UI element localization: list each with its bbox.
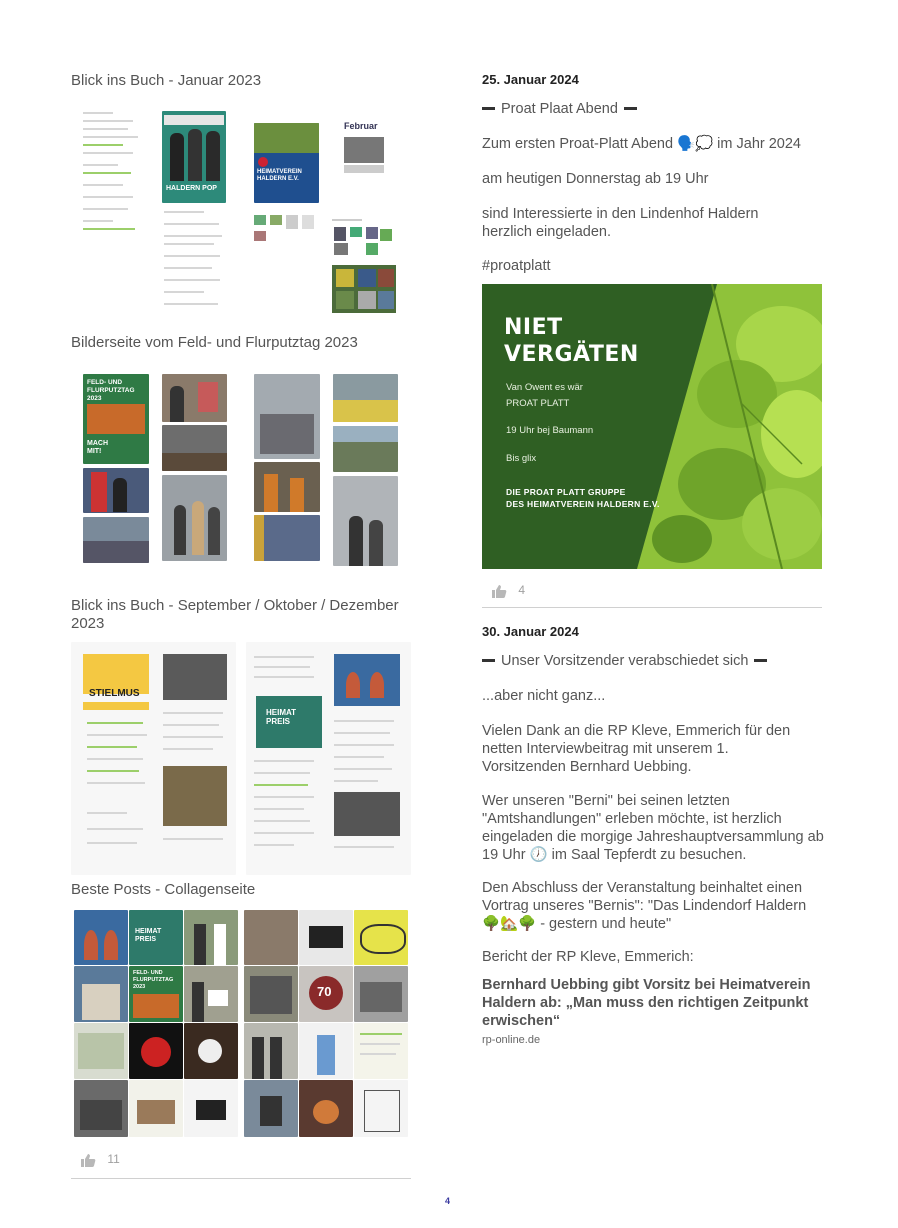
collage-tile xyxy=(244,1023,298,1079)
februar-label: Februar xyxy=(344,121,378,131)
section-caption-januar: Blick ins Buch - Januar 2023 xyxy=(71,72,262,89)
left-divider xyxy=(71,1178,411,1179)
dash-icon xyxy=(754,659,767,662)
event-photo xyxy=(254,462,320,512)
promo-group xyxy=(506,486,660,510)
book-page-text xyxy=(162,205,226,320)
dash-icon xyxy=(482,107,495,110)
book-page-text xyxy=(81,108,141,243)
event-photo xyxy=(162,425,227,471)
thumbs-up-icon[interactable] xyxy=(491,584,507,598)
collage-seventy: 70 xyxy=(317,984,332,999)
collage-tile xyxy=(244,1080,298,1137)
event-photo xyxy=(162,374,227,422)
post-like-count: 4 xyxy=(518,583,526,597)
hashtag-link[interactable]: #proatplatt xyxy=(482,258,551,274)
event-photo xyxy=(254,374,320,459)
collage-heimatpreis: HEIMAT PREIS xyxy=(135,928,162,943)
ornament-icon xyxy=(141,1037,171,1067)
collage-flur-title: FELD- UND FLURPUTZTAG 2023 xyxy=(133,970,174,990)
heimatverein-cover xyxy=(254,123,319,203)
collage-tile xyxy=(129,910,183,965)
event-photo xyxy=(333,374,398,422)
post-text: Bericht der RP Kleve, Emmerich: xyxy=(482,949,694,965)
book-pages-januar xyxy=(71,103,411,325)
haldern-pop-cover xyxy=(162,111,226,203)
collage-tile xyxy=(354,1023,408,1079)
promo-text-4: Bis glix xyxy=(506,453,537,464)
event-photo xyxy=(333,476,398,566)
februar-page xyxy=(332,111,398,183)
post-divider xyxy=(482,607,822,608)
photo-grid xyxy=(254,207,319,247)
promo-title-line1: NIET xyxy=(504,315,563,340)
collage-tile xyxy=(354,966,408,1022)
post-heading xyxy=(482,100,637,118)
promo-title-line2: VERGÄTEN xyxy=(504,342,639,367)
collage-tile xyxy=(184,966,238,1022)
article-link-source[interactable]: rp-online.de xyxy=(482,1034,541,1046)
heimatverein-cover-title: HEIMATVEREIN HALDERN E.V. xyxy=(257,169,302,182)
promo-group-line1: DIE PROAT PLATT GRUPPE xyxy=(506,487,626,497)
post-text: ...aber nicht ganz... xyxy=(482,688,606,704)
collage-tile xyxy=(299,1023,353,1079)
book-pages-sep-okt-dez xyxy=(71,642,411,875)
post-like-row[interactable] xyxy=(491,583,525,598)
machmit-label: MACH MIT! xyxy=(87,440,108,455)
collage-tile xyxy=(74,966,128,1022)
flurputztag-poster xyxy=(83,374,149,464)
collage-tile xyxy=(354,1080,408,1137)
post-date: 30. Januar 2024 xyxy=(482,624,579,639)
post-heading xyxy=(482,652,767,670)
thumbs-up-icon[interactable] xyxy=(80,1153,96,1167)
collage-tile xyxy=(184,1023,238,1079)
event-photo xyxy=(83,517,149,563)
page-number: 4 xyxy=(445,1196,451,1206)
collage-tile xyxy=(184,910,238,965)
book-spread-left xyxy=(71,642,236,875)
collage-tile xyxy=(129,1080,183,1137)
collage-tile xyxy=(129,966,183,1022)
event-photo xyxy=(83,468,149,513)
left-like-row[interactable] xyxy=(80,1152,120,1167)
collage-page xyxy=(74,910,410,1138)
flurputztag-photo-page xyxy=(71,370,411,585)
collage-tile xyxy=(74,910,128,965)
promo-text-2: PROAT PLATT xyxy=(506,398,570,409)
heimatpreis-title: HEIMAT PREIS xyxy=(266,708,297,726)
promo-text-1: Van Owent es wär xyxy=(506,382,583,393)
post-heading-text: Proat Plaat Abend xyxy=(501,101,618,117)
post-date: 25. Januar 2024 xyxy=(482,72,579,87)
promo-title xyxy=(504,314,639,368)
post-text: Den Abschluss der Veranstaltung beinhaltet einen Vortrag unseres "Bernis": "Das Lindendorf Haldern 🌳🏡🌳 - gestern und heute" xyxy=(482,880,807,932)
haldern-pop-title: HALDERN POP xyxy=(166,185,217,192)
dash-icon xyxy=(482,659,495,662)
collage-tile xyxy=(299,910,353,965)
collage-tile xyxy=(299,966,353,1022)
post-heading-text: Unser Vorsitzender verabschiedet sich xyxy=(501,653,749,669)
post-text: sind Interessierte in den Lindenhof Haldern herzlich eingeladen. xyxy=(482,206,759,240)
article-link-title[interactable]: Bernhard Uebbing gibt Vorsitz bei Heimatverein Haldern ab: „Man muss den richtigen Zeitpunkt erwischen“ xyxy=(482,977,811,1029)
left-like-count: 11 xyxy=(107,1152,120,1166)
promo-group-line2: DES HEIMATVEREIN HALDERN E.V. xyxy=(506,499,660,509)
section-caption-beste-posts: Beste Posts - Collagenseite xyxy=(71,881,256,898)
post-text: am heutigen Donnerstag ab 19 Uhr xyxy=(482,171,709,187)
dash-icon xyxy=(624,107,637,110)
collage-tile xyxy=(74,1023,128,1079)
proat-platt-promo-image xyxy=(482,284,822,569)
section-caption-flurputztag: Bilderseite vom Feld- und Flurputztag 2023 xyxy=(71,334,358,351)
collage-tile xyxy=(129,1023,183,1079)
collage-tile xyxy=(184,1080,238,1137)
event-photo xyxy=(333,426,398,472)
photo-grid xyxy=(332,215,398,315)
post-text: Vielen Dank an die RP Kleve, Emmerich für den netten Interviewbeitrag mit unserem 1. Vorsitzenden Bernhard Uebbing. xyxy=(482,723,791,775)
collage-tile xyxy=(74,1080,128,1137)
collage-tile xyxy=(354,910,408,965)
section-caption-sep-okt-dez: Blick ins Buch - September / Oktober / Dezember 2023 xyxy=(71,597,399,632)
collage-tile xyxy=(299,1080,353,1137)
stielmus-title: STIELMUS xyxy=(89,688,140,699)
post-text: Wer unseren "Berni" bei seinen letzten "Amtshandlungen" erleben möchte, ist herzlich eingeladen die morgige Jahreshauptversammlung ab 19 Uhr 🕖 im Saal Tepferdt zu besuchen. xyxy=(482,793,824,863)
event-photo xyxy=(254,515,320,561)
collage-tile xyxy=(244,910,298,965)
flurputztag-poster-title: FELD- UND FLURPUTZTAG 2023 xyxy=(87,379,135,402)
event-photo xyxy=(162,475,227,561)
promo-text-3: 19 Uhr bej Baumann xyxy=(506,425,594,436)
book-spread-right xyxy=(246,642,411,875)
collage-tile xyxy=(244,966,298,1022)
post-text: Zum ersten Proat-Platt Abend 🗣️💭 im Jahr 2024 xyxy=(482,136,801,152)
